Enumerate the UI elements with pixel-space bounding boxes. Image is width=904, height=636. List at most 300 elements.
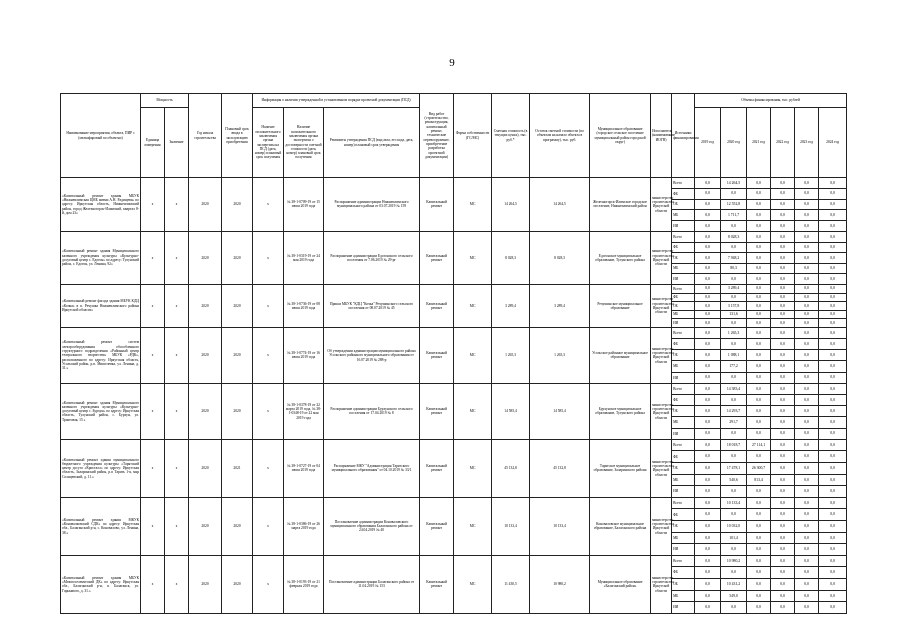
funding-source: ОБ <box>672 462 695 474</box>
object-name: «Капитальный ремонт здания Муниципального казенного учреждения культуры «Культурно-досуговый центр с. Едогон» по адресу: Тулунский район, с. Едогон, ул. Ленина, 92» <box>61 231 141 284</box>
funding-source: МБ <box>672 417 695 428</box>
funding-value: 1 265,3 <box>721 327 747 338</box>
funding-value: 0,0 <box>721 188 747 199</box>
funding-value: 0,0 <box>795 520 819 532</box>
table-row <box>61 284 847 293</box>
work-type: Капитальный ремонт <box>420 497 454 555</box>
estimate-cost: 8 028,3 <box>492 231 530 284</box>
municipal-unit: Едогонское муниципальное образование, Тулунского района <box>590 231 651 284</box>
expertise-doc: № 38-1-0378-19 от 22 марта 2019 года, № 38-1-0348-19 от 22 мая 2019 года <box>284 383 324 439</box>
executor: министерство строительства Иркутской области <box>651 497 672 555</box>
expertise-doc: № 38-1-0319-19 от 24 мая 2019 года <box>284 231 324 284</box>
capacity-value: х <box>165 497 189 555</box>
funding-value: 0,0 <box>747 555 771 567</box>
capacity-value: х <box>165 555 189 613</box>
object-name: «Капитальный ремонт здания МКУК «Коновалковский СДК» по адресу: Иркутская обл., Балаганский р-н, с. Коновалово, ул. Ленина, 38.» <box>61 497 141 555</box>
funding-value: 0,0 <box>695 284 721 293</box>
funding-value: 0,0 <box>795 284 819 293</box>
table-row <box>61 178 847 189</box>
object-name: «Капитальный ремонт здания муниципального бюджетного учреждения культуры «Тарятский центр досуга «Кристалл» по адресу: Иркутская область, Заларинский район, р.п Тарять 1-я, мкр Солнцевский, д. 11.» <box>61 439 141 497</box>
funding-source: Всего <box>672 555 695 567</box>
funding-value: 0,0 <box>795 578 819 590</box>
funding-value: 0,0 <box>795 544 819 556</box>
funding-value: 10 133,4 <box>721 497 747 509</box>
funding-value: 0,0 <box>819 383 847 394</box>
funding-value: 0,0 <box>795 486 819 498</box>
funding-value: 0,0 <box>771 474 795 486</box>
funding-value: 0,0 <box>819 361 847 372</box>
expertise-doc: № 38-1-0736-19 от 08 июля 2019 года <box>284 284 324 327</box>
expertise-pos: х <box>253 439 284 497</box>
funding-value: 0,0 <box>795 532 819 544</box>
funding-value: 0,0 <box>695 263 721 274</box>
funding-value: 17 478,1 <box>721 462 747 474</box>
funding-value: 8 028,3 <box>721 231 747 242</box>
year-start: 2020 <box>189 178 222 232</box>
year-start: 2020 <box>189 439 222 497</box>
capacity-unit: х <box>141 497 165 555</box>
funding-value: 0,0 <box>695 253 721 264</box>
ownership-form: МС <box>454 383 492 439</box>
funding-value: 0,0 <box>795 199 819 210</box>
funding-value: 0,0 <box>747 428 771 439</box>
funding-value: 0,0 <box>771 406 795 417</box>
funding-value: 0,0 <box>771 210 795 221</box>
funding-value: 0,0 <box>771 188 795 199</box>
expertise-doc: № 38-1-0386-19 от 26 марта 2019 года <box>284 497 324 555</box>
funding-value: 0,0 <box>747 406 771 417</box>
funding-value: 0,0 <box>747 509 771 521</box>
funding-value: 0,0 <box>795 231 819 242</box>
expertise-pos: х <box>253 327 284 383</box>
funding-value: 0,0 <box>695 578 721 590</box>
header-municipal: Муниципальное образование (городское сельское поселение муниципальный район городской округ) <box>590 94 651 178</box>
funding-value: 0,0 <box>795 274 819 285</box>
expertise-pos: х <box>253 383 284 439</box>
psd-doc: Постановление администрации Балаганского района от 11.04.2019 № 153 <box>324 555 420 613</box>
funding-value: 0,0 <box>747 327 771 338</box>
funding-value: 0,0 <box>771 361 795 372</box>
year-start: 2020 <box>189 231 222 284</box>
funding-value: 0,0 <box>747 590 771 602</box>
funding-value: 0,0 <box>747 578 771 590</box>
funding-value: 0,0 <box>747 361 771 372</box>
expertise-pos: х <box>253 497 284 555</box>
year-start: 2020 <box>189 555 222 613</box>
funding-source: ИИ <box>672 221 695 232</box>
header-year-2022: 2022 год <box>771 108 795 178</box>
funding-value: 0,0 <box>819 210 847 221</box>
funding-value: 0,0 <box>819 590 847 602</box>
header-psd-pos: Наличие положительного заключения органа экспертизы на ПСД (дата, номер) плановый срок получения <box>253 108 284 178</box>
funding-value: 27 114,1 <box>747 439 771 451</box>
header-year-2021: 2021 год <box>747 108 771 178</box>
funding-value: 0,0 <box>771 395 795 406</box>
funding-value: 3 157,8 <box>721 302 747 311</box>
funding-value: 0,0 <box>721 544 747 556</box>
funding-value: 0,0 <box>771 178 795 189</box>
funding-value: 0,0 <box>819 372 847 383</box>
funding-source: ОБ <box>672 578 695 590</box>
funding-value: 0,0 <box>747 383 771 394</box>
funding-value: 0,0 <box>771 602 795 614</box>
municipal-unit: Коноваловское муниципальное образование, Балаганского района <box>590 497 651 555</box>
funding-value: 0,0 <box>819 253 847 264</box>
funding-value: 0,0 <box>795 428 819 439</box>
funding-value: 0,0 <box>795 462 819 474</box>
year-plan: 2020 <box>222 231 253 284</box>
funding-value: 0,0 <box>771 590 795 602</box>
funding-value: 0,0 <box>695 383 721 394</box>
funding-value: 0,0 <box>795 602 819 614</box>
funding-value: 0,0 <box>747 253 771 264</box>
funding-value: 0,0 <box>819 231 847 242</box>
table-row <box>61 231 847 242</box>
funding-value: 0,0 <box>819 263 847 274</box>
funding-value: 0,0 <box>747 372 771 383</box>
psd-doc: Приказ МБУК "КДЦ "Кочка" Речушинского сельского поселения от 08.07.2019 № 45 <box>324 284 420 327</box>
funding-source: ИИ <box>672 319 695 328</box>
funding-value: 0,0 <box>771 417 795 428</box>
funding-value: 0,0 <box>771 439 795 451</box>
expertise-doc: № 38-1-0709-19 от 15 июля 2019 года <box>284 178 324 232</box>
funding-value: 0,0 <box>819 274 847 285</box>
funding-value: 0,0 <box>819 555 847 567</box>
capacity-unit: х <box>141 327 165 383</box>
funding-source: ФБ <box>672 509 695 521</box>
funding-value: 0,0 <box>819 350 847 361</box>
year-plan: 2020 <box>222 555 253 613</box>
funding-value: 0,0 <box>819 242 847 253</box>
work-type: Капитальный ремонт <box>420 383 454 439</box>
funding-value: 0,0 <box>695 210 721 221</box>
funding-value: 0,0 <box>795 221 819 232</box>
funding-source: ФБ <box>672 395 695 406</box>
funding-value: 0,0 <box>747 302 771 311</box>
ownership-form: МС <box>454 231 492 284</box>
funding-value: 0,0 <box>695 439 721 451</box>
year-start: 2020 <box>189 497 222 555</box>
funding-value: 0,0 <box>721 602 747 614</box>
funding-value: 10 032,0 <box>721 520 747 532</box>
funding-value: 0,0 <box>721 451 747 463</box>
table-row <box>61 497 847 509</box>
funding-value: 0,0 <box>695 486 721 498</box>
funding-value: 0,0 <box>819 284 847 293</box>
funding-value: 0,0 <box>795 302 819 311</box>
capacity-unit: х <box>141 383 165 439</box>
funding-source: ОБ <box>672 406 695 417</box>
ownership-form: МС <box>454 555 492 613</box>
funding-value: 0,0 <box>819 406 847 417</box>
funding-source: ИИ <box>672 274 695 285</box>
executor: министерство строительства Иркутской области <box>651 439 672 497</box>
work-type: Капитальный ремонт <box>420 327 454 383</box>
funding-value: 0,0 <box>819 462 847 474</box>
funding-source: МБ <box>672 532 695 544</box>
ownership-form: МС <box>454 327 492 383</box>
funding-value: 0,0 <box>721 428 747 439</box>
funding-source: Всего <box>672 497 695 509</box>
object-name: «Капитальный ремонт здания МБУК «Межпоселенческий ДК» по адресу: Иркутская обл., Балаганский р-н, п. Балаганск, ул. Гарькавого, д. 31.» <box>61 555 141 613</box>
expertise-doc: № 38-1-0727-19 от 04 июля 2019 года <box>284 439 324 497</box>
ownership-form: МС <box>454 284 492 327</box>
capacity-unit: х <box>141 284 165 327</box>
funding-value: 0,0 <box>747 532 771 544</box>
executor: министерство строительства Иркутской области <box>651 383 672 439</box>
work-type: Капитальный ремонт <box>420 231 454 284</box>
funding-value: 0,0 <box>695 327 721 338</box>
funding-value: 0,0 <box>721 395 747 406</box>
funding-value: 0,0 <box>721 567 747 579</box>
remaining-cost: 45 132,8 <box>530 439 590 497</box>
municipal-unit: Тарятское муниципальное образование, Заларинского района <box>590 439 651 497</box>
expertise-pos: х <box>253 231 284 284</box>
year-start: 2020 <box>189 327 222 383</box>
funding-value: 0,0 <box>771 221 795 232</box>
funding-source: ОБ <box>672 302 695 311</box>
funding-value: 0,0 <box>695 567 721 579</box>
funding-value: 0,0 <box>771 451 795 463</box>
funding-value: 0,0 <box>747 497 771 509</box>
funding-value: 0,0 <box>819 451 847 463</box>
funding-value: 0,0 <box>795 339 819 350</box>
funding-value: 0,0 <box>771 319 795 328</box>
funding-value: 0,0 <box>721 293 747 302</box>
capacity-value: х <box>165 383 189 439</box>
funding-value: 0,0 <box>747 520 771 532</box>
header-source: Источники финансирования <box>672 94 695 178</box>
header-executor: Исполнитель (наименование ИОГВ) <box>651 94 672 178</box>
capacity-value: х <box>165 231 189 284</box>
table-row <box>61 327 847 338</box>
funding-value: 0,0 <box>771 199 795 210</box>
funding-value: 0,0 <box>795 439 819 451</box>
funding-value: 0,0 <box>795 406 819 417</box>
estimate-cost: 1 265,3 <box>492 327 530 383</box>
funding-value: 0,0 <box>695 395 721 406</box>
year-start: 2020 <box>189 383 222 439</box>
funding-value: 0,0 <box>747 199 771 210</box>
funding-source: МБ <box>672 210 695 221</box>
funding-value: 0,0 <box>771 428 795 439</box>
funding-value: 0,0 <box>721 221 747 232</box>
funding-value: 0,0 <box>695 417 721 428</box>
funding-value: 0,0 <box>795 327 819 338</box>
funding-value: 0,0 <box>747 350 771 361</box>
year-plan: 2020 <box>222 178 253 232</box>
funding-source: ОБ <box>672 253 695 264</box>
municipal-unit: Речушинское муниципальное образование <box>590 284 651 327</box>
year-plan: 2021 <box>222 439 253 497</box>
funding-value: 0,0 <box>695 544 721 556</box>
funding-value: 0,0 <box>695 274 721 285</box>
funding-value: 0,0 <box>771 509 795 521</box>
funding-value: 0,0 <box>819 602 847 614</box>
funding-value: 0,0 <box>695 509 721 521</box>
psd-doc: Постановление администрации Коноваловского муниципального образования Балаганского района от 24.04.2019 № 40 <box>324 497 420 555</box>
capacity-value: х <box>165 439 189 497</box>
funding-source: ФБ <box>672 451 695 463</box>
object-name: «Капитальный ремонт систем электрооборудования обособленного структурного подразделения «Районный центр театрального творчества» МБУК «РДК», расположенного по адресу: Иркутская область, Усольский район, р.п. Мишелевка, ул. Ленина, д. 31.» <box>61 327 141 383</box>
capacity-unit: х <box>141 178 165 232</box>
funding-value: 0,0 <box>695 339 721 350</box>
funding-value: 0,0 <box>771 544 795 556</box>
funding-value: 0,0 <box>695 178 721 189</box>
funding-value: 0,0 <box>695 474 721 486</box>
estimate-cost: 14 585,4 <box>492 383 530 439</box>
funding-value: 0,0 <box>795 451 819 463</box>
funding-value: 0,0 <box>747 231 771 242</box>
funding-value: 813,4 <box>747 474 771 486</box>
funding-value: 549,0 <box>721 590 747 602</box>
header-psd-group: Информация о наличии утвержденной в установленном порядке проектной документации (ПСД) <box>253 94 420 108</box>
header-cap-unit: Единица измерения <box>141 108 165 178</box>
funding-value: 0,0 <box>771 532 795 544</box>
header-cost: Сметная стоимость (в текущих ценах), тыс. руб.* <box>492 94 530 178</box>
funding-source: Всего <box>672 231 695 242</box>
funding-value: 0,0 <box>819 199 847 210</box>
funding-value: 0,0 <box>771 497 795 509</box>
remaining-cost: 8 028,3 <box>530 231 590 284</box>
funding-value: 14 293,7 <box>721 406 747 417</box>
header-form: Форма собственности (ГС/МС) <box>454 94 492 178</box>
psd-doc: Об утверждении администрации муниципального района Усольского районного муниципального образования от 16.07.2019 № 288-р <box>324 327 420 383</box>
funding-value: 0,0 <box>819 497 847 509</box>
municipal-unit: Муниципальное образование «Балаганский район» <box>590 555 651 613</box>
funding-value: 0,0 <box>721 509 747 521</box>
header-year-2019: 2019 год <box>695 108 721 178</box>
header-capacity: Мощность <box>141 94 189 108</box>
expertise-pos: х <box>253 284 284 327</box>
funding-value: 540,6 <box>721 474 747 486</box>
header-remain: Остаток сметной стоимости (по объектам на начало объекта в программу), тыс. руб. <box>530 94 590 178</box>
year-start: 2020 <box>189 284 222 327</box>
funding-value: 0,0 <box>747 395 771 406</box>
year-plan: 2020 <box>222 383 253 439</box>
funding-value: 0,0 <box>819 188 847 199</box>
year-plan: 2020 <box>222 284 253 327</box>
psd-doc: Распоряжение администрации Нижнеилимского муниципального района от 03.07.2019 № 159 <box>324 178 420 232</box>
executor: министерство строительства Иркутской области <box>651 178 672 232</box>
funding-source: ИИ <box>672 602 695 614</box>
funding-value: 14 383,4 <box>721 383 747 394</box>
funding-source: ФБ <box>672 567 695 579</box>
remaining-cost: 1 265,3 <box>530 327 590 383</box>
psd-doc: Распоряжение МКУ "Администрация Тарятского муниципального образования" от 04.10.2019 № 33/1 <box>324 439 420 497</box>
header-psd-est: Наличие положительного заключения органа экспертизы о достоверности сметной стоимости (дата, номер) плановый срок получения <box>284 108 324 178</box>
funding-value: 0,0 <box>819 486 847 498</box>
remaining-cost: 3 289,4 <box>530 284 590 327</box>
funding-value: 0,0 <box>795 310 819 319</box>
funding-value: 0,0 <box>695 221 721 232</box>
funding-value: 0,0 <box>695 199 721 210</box>
funding-value: 0,0 <box>695 361 721 372</box>
funding-value: 0,0 <box>795 417 819 428</box>
funding-value: 0,0 <box>771 293 795 302</box>
work-type: Капитальный ремонт <box>420 555 454 613</box>
funding-value: 0,0 <box>819 578 847 590</box>
capacity-unit: х <box>141 555 165 613</box>
funding-value: 0,0 <box>771 339 795 350</box>
funding-source: ИИ <box>672 486 695 498</box>
funding-value: 0,0 <box>695 406 721 417</box>
expertise-pos: х <box>253 178 284 232</box>
funding-value: 0,0 <box>771 350 795 361</box>
funding-value: 80,3 <box>721 263 747 274</box>
funding-value: 0,0 <box>795 555 819 567</box>
object-name: «Капитальный ремонт здания МБУК «Нижнеилимская ЦМБ имени А.Н. Радищева» по адресу: Иркутская область, Нижнеилимский район, город Железногорск-Илимский, квартал 8-й, дом 23» <box>61 178 141 232</box>
funding-value: 131,6 <box>721 310 747 319</box>
header-year-2020: 2020 год <box>721 108 747 178</box>
funding-value: 0,0 <box>795 383 819 394</box>
executor: министерство строительства Иркутской области <box>651 284 672 327</box>
funding-value: 7 948,2 <box>721 253 747 264</box>
funding-value: 0,0 <box>695 497 721 509</box>
funding-source: ОБ <box>672 350 695 361</box>
header-cap-value: Значение <box>165 108 189 178</box>
funding-source: ИИ <box>672 544 695 556</box>
funding-value: 0,0 <box>819 178 847 189</box>
funding-value: 0,0 <box>747 486 771 498</box>
funding-value: 0,0 <box>747 293 771 302</box>
funding-value: 0,0 <box>747 188 771 199</box>
funding-value: 0,0 <box>795 188 819 199</box>
funding-value: 0,0 <box>771 253 795 264</box>
funding-value: 0,0 <box>747 602 771 614</box>
funding-source: Всего <box>672 284 695 293</box>
executor: министерство строительства Иркутской области <box>651 231 672 284</box>
funding-value: 0,0 <box>819 319 847 328</box>
remaining-cost: 10 980,2 <box>530 555 590 613</box>
funding-source: МБ <box>672 310 695 319</box>
psd-doc: Распоряжение администрации Едогонского сельского поселения от 7.06.2019 № 29-рг <box>324 231 420 284</box>
funding-value: 0,0 <box>819 221 847 232</box>
header-name: Наименование мероприятия, объекта, ПИР с (мелкофаровый по объектно) <box>61 94 141 178</box>
funding-value: 0,0 <box>721 372 747 383</box>
funding-value: 0,0 <box>771 486 795 498</box>
funding-value: 0,0 <box>795 361 819 372</box>
funding-value: 0,0 <box>795 590 819 602</box>
estimate-cost: 45 132,8 <box>492 439 530 497</box>
municipal-unit: Усольское районное муниципальное образование <box>590 327 651 383</box>
funding-value: 0,0 <box>819 302 847 311</box>
header-funding: Объемы финансирования, тыс. рублей <box>695 94 847 108</box>
funding-value: 0,0 <box>771 462 795 474</box>
capacity-value: х <box>165 327 189 383</box>
ownership-form: МС <box>454 178 492 232</box>
header-year-2024: 2024 год <box>819 108 847 178</box>
funding-value: 0,0 <box>695 555 721 567</box>
funding-value: 0,0 <box>695 590 721 602</box>
funding-value: 0,0 <box>695 520 721 532</box>
funding-value: 0,0 <box>721 339 747 350</box>
funding-value: 0,0 <box>695 372 721 383</box>
funding-value: 0,0 <box>747 451 771 463</box>
expertise-pos: х <box>253 555 284 613</box>
municipal-unit: Железногорск-Илимское городское поселение, Нижнеилимский район <box>590 178 651 232</box>
funding-value: 0,0 <box>819 439 847 451</box>
remaining-cost: 10 133,4 <box>530 497 590 555</box>
funding-value: 12 552,8 <box>721 199 747 210</box>
funding-value: 0,0 <box>695 451 721 463</box>
funding-value: 0,0 <box>819 520 847 532</box>
funding-value: 0,0 <box>771 372 795 383</box>
estimate-cost: 10 133,4 <box>492 497 530 555</box>
work-type: Капитальный ремонт <box>420 284 454 327</box>
object-name: «Капитальный ремонт здания Муниципального казенного учреждения культуры «Культурно-досуговый центр с. Бурхун» по адресу: Иркутская область, Тулунский район, с. Бурхун, ул. Трактовая, 15 » <box>61 383 141 439</box>
remaining-cost: 14 585,4 <box>530 383 590 439</box>
